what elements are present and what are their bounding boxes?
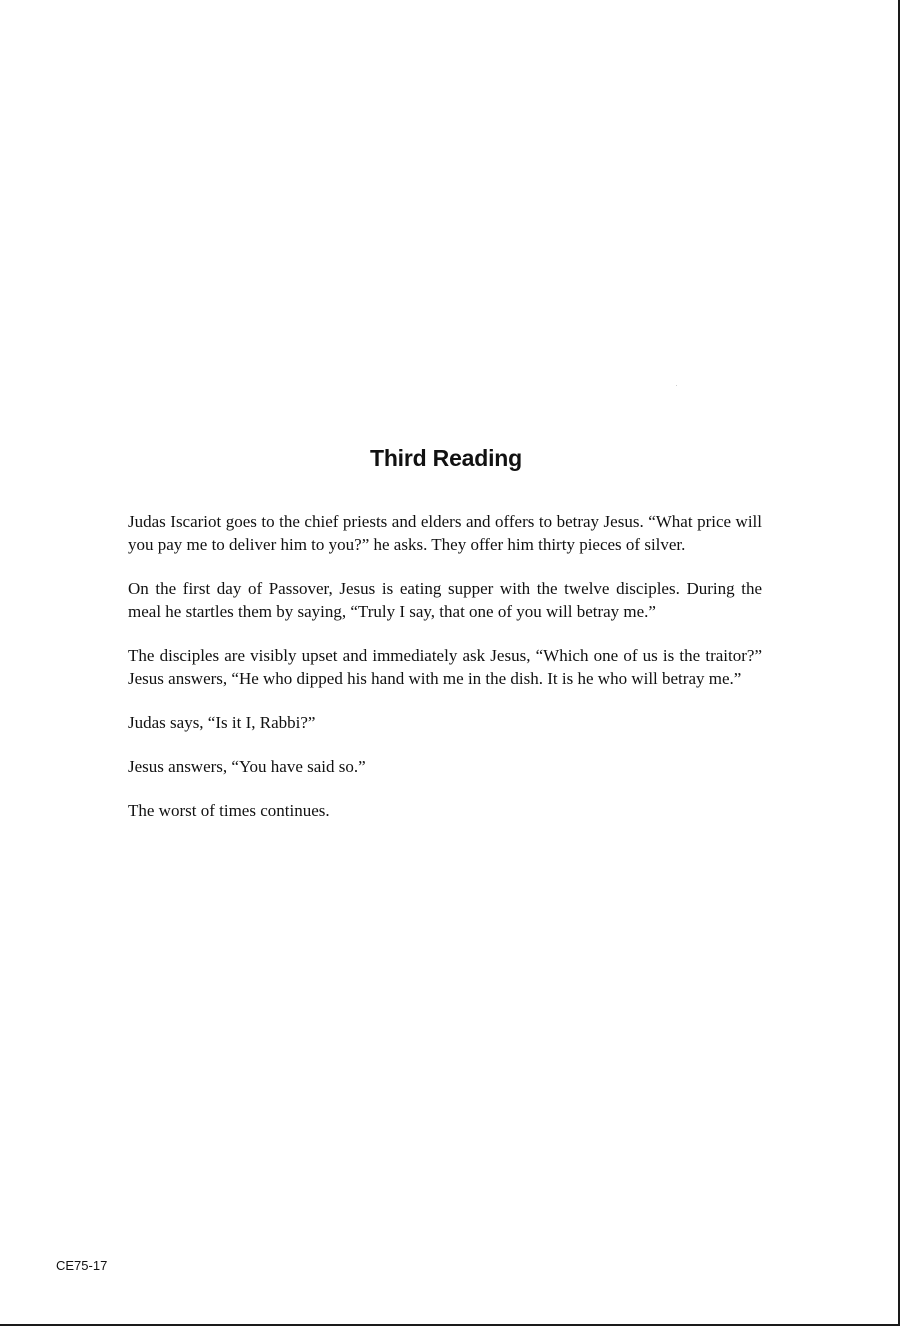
paragraph-jesus-answer: Jesus answers, “You have said so.”	[128, 757, 366, 776]
paragraph-closing: The worst of times continues.	[128, 801, 330, 820]
paragraph-disciples-upset: The disciples are visibly upset and immediately ask Jesus, “Which one of us is the traitor?” Jesus answers, “He who dipped his hand with me in the dish. It is he who will betray me.”	[128, 646, 762, 688]
reading-body	[128, 510, 762, 843]
page-title: Third Reading	[369, 445, 522, 471]
paragraph-passover-supper: On the first day of Passover, Jesus is eating supper with the twelve disciples. During the meal he startles them by saying, “Truly I say, that one of you will betray me.”	[128, 579, 762, 621]
scan-speck	[676, 385, 677, 386]
paragraph-judas-betrayal: Judas Iscariot goes to the chief priests and elders and offers to betray Jesus. “What price will you pay me to deliver him to you?” he asks. They offer him thirty pieces of silver.	[128, 512, 762, 554]
footer-code: CE75-17	[56, 1258, 108, 1273]
paragraph-judas-question: Judas says, “Is it I, Rabbi?”	[128, 713, 316, 732]
